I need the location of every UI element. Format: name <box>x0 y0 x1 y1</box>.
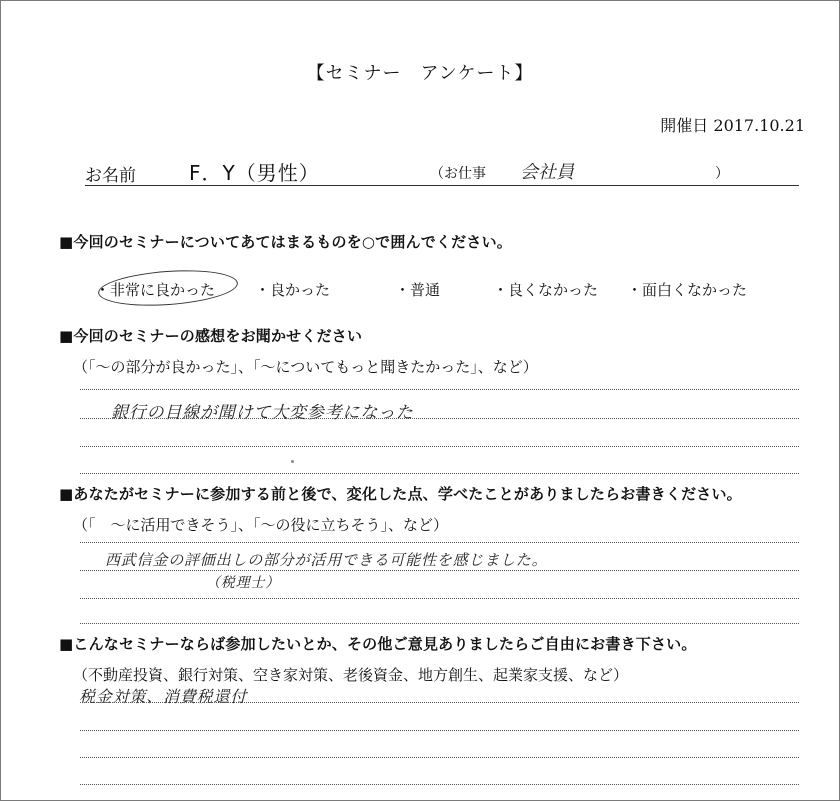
option-neutral: ・普通 <box>395 281 441 299</box>
question-2 <box>59 325 799 377</box>
answer-line <box>80 542 799 543</box>
question-1 <box>59 231 799 252</box>
option-good: ・良かった <box>255 281 331 299</box>
option-very-good: ・非常に良かった <box>95 281 216 299</box>
name-row <box>85 159 799 186</box>
answer-line <box>80 784 799 785</box>
event-date: 開催日 2017.10.21 <box>660 116 805 135</box>
answer-line <box>80 757 799 758</box>
answer-line <box>80 473 799 474</box>
form-title: 【セミナー アンケート】 <box>306 63 534 84</box>
question-2-title: ■今回のセミナーの感想をお聞かせください <box>59 327 363 345</box>
option-not-good: ・良くなかった <box>493 281 599 299</box>
question-3-title: ■あなたがセミナーに参加する前と後で、変化した点、学べたことがありましたらお書きください。 <box>59 485 742 503</box>
question-3-note: （「 ～に活用できそう」、「～の役に立ちそう」、など） <box>73 516 449 534</box>
option-not-interesting: ・面白くなかった <box>627 281 748 299</box>
question-4-title: ■こんなセミナーならば参加したいとか、その他ご意見ありましたらご自由にお書き下さい。 <box>59 635 697 653</box>
answer-line <box>80 598 799 599</box>
question-4-answer: 税金対策、消費税還付 <box>79 687 248 706</box>
question-2-note: （「～の部分が良かった」、「～についてもっと聞きたかった」、など） <box>73 358 538 376</box>
answer-line <box>80 418 799 419</box>
job-close: ） <box>715 166 729 182</box>
question-3-answer-note: （税理士） <box>206 575 280 591</box>
question-4-note: （不動産投資、銀行対策、空き家対策、老後資金、地方創生、起業家支援、など） <box>73 666 629 684</box>
question-2-answer: 銀行の目線が聞けて大変参考になった <box>111 403 414 423</box>
answer-line <box>80 730 799 731</box>
job-value: 会社員 <box>520 162 574 183</box>
name-value: F．Y（男性） <box>189 161 320 185</box>
question-3 <box>59 483 799 535</box>
stray-dot <box>291 460 294 463</box>
answer-line <box>80 446 799 447</box>
name-label: お名前 <box>85 166 136 186</box>
question-4 <box>59 633 799 685</box>
job-label: （お仕事 <box>430 166 486 182</box>
question-3-answer: 西武信金の評価出しの部分が活用できる可能性を感じました。 <box>105 551 548 569</box>
rating-options <box>95 279 795 303</box>
answer-line <box>80 702 799 703</box>
answer-line <box>80 570 799 571</box>
answer-line <box>80 389 799 390</box>
question-1-title: ■今回のセミナーについてあてはまるものを○で囲んでください。 <box>59 233 512 251</box>
answer-line <box>80 623 799 624</box>
